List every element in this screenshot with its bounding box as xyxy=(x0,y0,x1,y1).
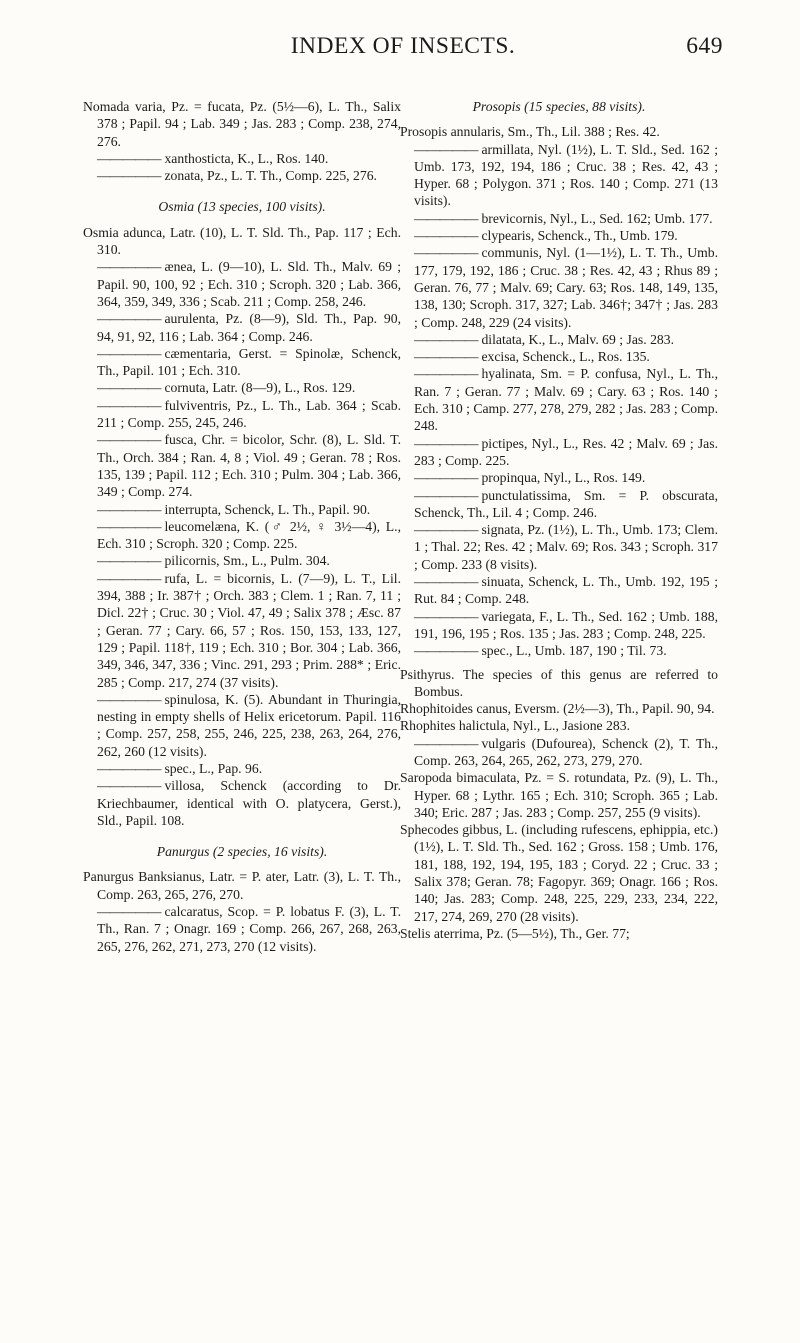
species-subentry: ————— leucomelæna, K. (♂ 2½, ♀ 3½—4), L., Ech. 310 ; Scroph. 320 ; Comp. 225. xyxy=(83,518,401,553)
species-subentry: ————— ænea, L. (9—10), L. Sld. Th., Malv. 69 ; Papil. 90, 100, 92 ; Ech. 310 ; Scroph. 320 ; Lab. 366, 364, 359, 349, 336 ; Scab. 211 ; Comp. 258, 246. xyxy=(83,258,401,310)
index-entry: Nomada varia, Pz. = fucata, Pz. (5½—6), L. Th., Salix 378 ; Papil. 94 ; Lab. 349 ; Jas. 283 ; Comp. 238, 274, 276. xyxy=(83,99,401,149)
genus-heading: Panurgus (2 species, 16 visits). xyxy=(156,844,328,860)
left-column xyxy=(83,98,401,955)
index-entry: Sphecodes gibbus, L. (including rufescens, ephippia, etc.) (1½), L. T. Sld. Th., Sed. 162 ; Gross. 158 ; Umb. 176, 181, 188, 192, 194, 195, 183 ; Coryd. 22 ; Cruc. 33 ; Salix 378; Geran. 78; Fagopyr. 369; Onagr. 166 ; Ros. 140; Jas. 283; Comp. 248, 225, 229, 233, 234, 222, 217, 274, 269, 270 (28 visits). xyxy=(400,822,718,924)
page-number: 649 xyxy=(686,33,723,59)
index-entry: Psithyrus. The species of this genus are referred to Bombus. xyxy=(400,666,718,699)
species-subentry: ————— fulviventris, Pz., L. Th., Lab. 364 ; Scab. 211 ; Comp. 255, 245, 246. xyxy=(83,397,401,432)
index-entry: Rhophitoides canus, Eversm. (2½—3), Th., Papil. 90, 94. xyxy=(400,701,715,717)
species-subentry: ————— punctulatissima, Sm. = P. obscurata, Schenck, Th., Lil. 4 ; Comp. 246. xyxy=(400,487,718,522)
species-subentry: ————— spec., L., Umb. 187, 190 ; Til. 73. xyxy=(400,642,718,659)
species-subentry: ————— brevicornis, Nyl., L., Sed. 162; Umb. 177. xyxy=(400,210,718,227)
genus-heading: Prosopis (15 species, 88 visits). xyxy=(472,99,646,114)
species-subentry: ————— cornuta, Latr. (8—9), L., Ros. 129. xyxy=(83,379,401,396)
species-subentry: ————— zonata, Pz., L. T. Th., Comp. 225, 276. xyxy=(83,167,401,184)
species-subentry: ————— spec., L., Pap. 96. xyxy=(83,760,401,777)
genus-heading: Osmia (13 species, 100 visits). xyxy=(158,199,326,215)
index-entry: Saropoda bimaculata, Pz. = S. rotundata, Pz. (9), L. Th., Hyper. 68 ; Lythr. 165 ; Ech. 310; Scroph. 365 ; Lab. 340; Eric. 287 ; Jas. 283 ; Comp. 257, 255 (9 visits). xyxy=(400,770,718,820)
index-entry: Panurgus Banksianus, Latr. = P. ater, Latr. (3), L. T. Th., Comp. 263, 265, 276, 270. xyxy=(83,869,401,902)
right-column xyxy=(400,98,718,942)
species-subentry: ————— cæmentaria, Gerst. = Spinolæ, Schenck, Th., Papil. 101 ; Ech. 310. xyxy=(83,345,401,380)
species-subentry: ————— propinqua, Nyl., L., Ros. 149. xyxy=(400,469,718,486)
species-subentry: ————— spinulosa, K. (5). Abundant in Thuringia, nesting in empty shells of Helix ericetorum. Papil. 116 ; Comp. 257, 258, 255, 246, 225, 238, 263, 264, 276, 262, 260 (12 visits). xyxy=(83,691,401,760)
index-entry: Stelis aterrima, Pz. (5—5½), Th., Ger. 77; xyxy=(400,925,630,941)
species-subentry: ————— dilatata, K., L., Malv. 69 ; Jas. 283. xyxy=(400,331,718,348)
species-subentry: ————— xanthosticta, K., L., Ros. 140. xyxy=(83,150,401,167)
species-subentry: ————— villosa, Schenck (according to Dr. Kriechbaumer, identical with O. platycera, Gerst.), Sld., Papil. 108. xyxy=(83,777,401,829)
species-subentry: ————— pilicornis, Sm., L., Pulm. 304. xyxy=(83,552,401,569)
species-subentry: ————— hyalinata, Sm. = P. confusa, Nyl., L. Th., Ran. 7 ; Geran. 77 ; Malv. 69 ; Cary. 63 ; Ros. 140 ; Ech. 310 ; Camp. 277, 278, 279, 282 ; Jas. 283 ; Comp. 248. xyxy=(400,365,718,434)
species-subentry: ————— vulgaris (Dufourea), Schenck (2), T. Th., Comp. 263, 264, 265, 262, 273, 279, 270. xyxy=(400,735,718,770)
species-subentry: ————— signata, Pz. (1½), L. Th., Umb. 173; Clem. 1 ; Thal. 22; Res. 42 ; Malv. 69; Ros. 343 ; Scroph. 317 ; Comp. 233 (8 visits). xyxy=(400,521,718,573)
species-subentry: ————— pictipes, Nyl., L., Res. 42 ; Malv. 69 ; Jas. 283 ; Comp. 225. xyxy=(400,435,718,470)
species-subentry: ————— fusca, Chr. = bicolor, Schr. (8), L. Sld. T. Th., Orch. 384 ; Ran. 4, 8 ; Viol. 49 ; Geran. 78 ; Ros. 135, 139 ; Papil. 112 ; Ech. 310 ; Pulm. 304 ; Lab. 366, 349 ; Comp. 274. xyxy=(83,431,401,500)
species-subentry: ————— variegata, F., L. Th., Sed. 162 ; Umb. 188, 191, 196, 195 ; Ros. 135 ; Jas. 283 ; Comp. 248, 225. xyxy=(400,608,718,643)
species-subentry: ————— sinuata, Schenck, L. Th., Umb. 192, 195 ; Rut. 84 ; Comp. 248. xyxy=(400,573,718,608)
index-entry: Rhophites halictula, Nyl., L., Jasione 283. xyxy=(400,718,630,734)
species-subentry: ————— communis, Nyl. (1—1½), L. T. Th., Umb. 177, 179, 192, 186 ; Cruc. 38 ; Res. 42, 43 ; Rhus 89 ; Geran. 76, 77 ; Malv. 69; Cary. 63; Ros. 148, 149, 135, 138, 130; Scroph. 317, 327; Lab. 346†; 347† ; Jas. 283 ; Comp. 248, 229 (24 visits). xyxy=(400,244,718,330)
index-entry: Osmia adunca, Latr. (10), L. T. Sld. Th., Pap. 117 ; Ech. 310. xyxy=(83,224,401,258)
index-entry: Prosopis annularis, Sm., Th., Lil. 388 ; Res. 42. xyxy=(400,124,660,140)
species-subentry: ————— excisa, Schenck., L., Ros. 135. xyxy=(400,348,718,365)
page-title: INDEX OF INSECTS. xyxy=(290,33,516,59)
species-subentry: ————— aurulenta, Pz. (8—9), Sld. Th., Pap. 90, 94, 91, 92, 116 ; Lab. 364 ; Comp. 246. xyxy=(83,310,401,345)
species-subentry: ————— clypearis, Schenck., Th., Umb. 179. xyxy=(400,227,718,244)
species-subentry: ————— armillata, Nyl. (1½), L. T. Sld., Sed. 162 ; Umb. 173, 192, 194, 186 ; Cruc. 38 ; Res. 42, 43 ; Hyper. 68 ; Polygon. 371 ; Ros. 140 ; Comp. 271 (13 visits). xyxy=(400,141,718,210)
species-subentry: ————— interrupta, Schenck, L. Th., Papil. 90. xyxy=(83,501,401,518)
species-subentry: ————— calcaratus, Scop. = P. lobatus F. (3), L. T. Th., Ran. 7 ; Onagr. 169 ; Comp. 266, 267, 268, 263, 265, 276, 262, 271, 273, 270 (12 visits). xyxy=(83,903,401,955)
species-subentry: ————— rufa, L. = bicornis, L. (7—9), L. T., Lil. 394, 388 ; Ir. 387† ; Orch. 383 ; Clem. 1 ; Ran. 7, 11 ; Dicl. 22† ; Cruc. 30 ; Viol. 47, 49 ; Salix 378 ; Æsc. 87 ; Geran. 77 ; Cary. 66, 57 ; Ros. 150, 153, 133, 127, 129 ; Papil. 118†, 119 ; Ech. 310 ; Bor. 304 ; Lab. 366, 349, 346, 347, 336 ; Vinc. 291, 293 ; Prim. 288* ; Eric. 285 ; Comp. 217, 274 (37 visits). xyxy=(83,570,401,691)
